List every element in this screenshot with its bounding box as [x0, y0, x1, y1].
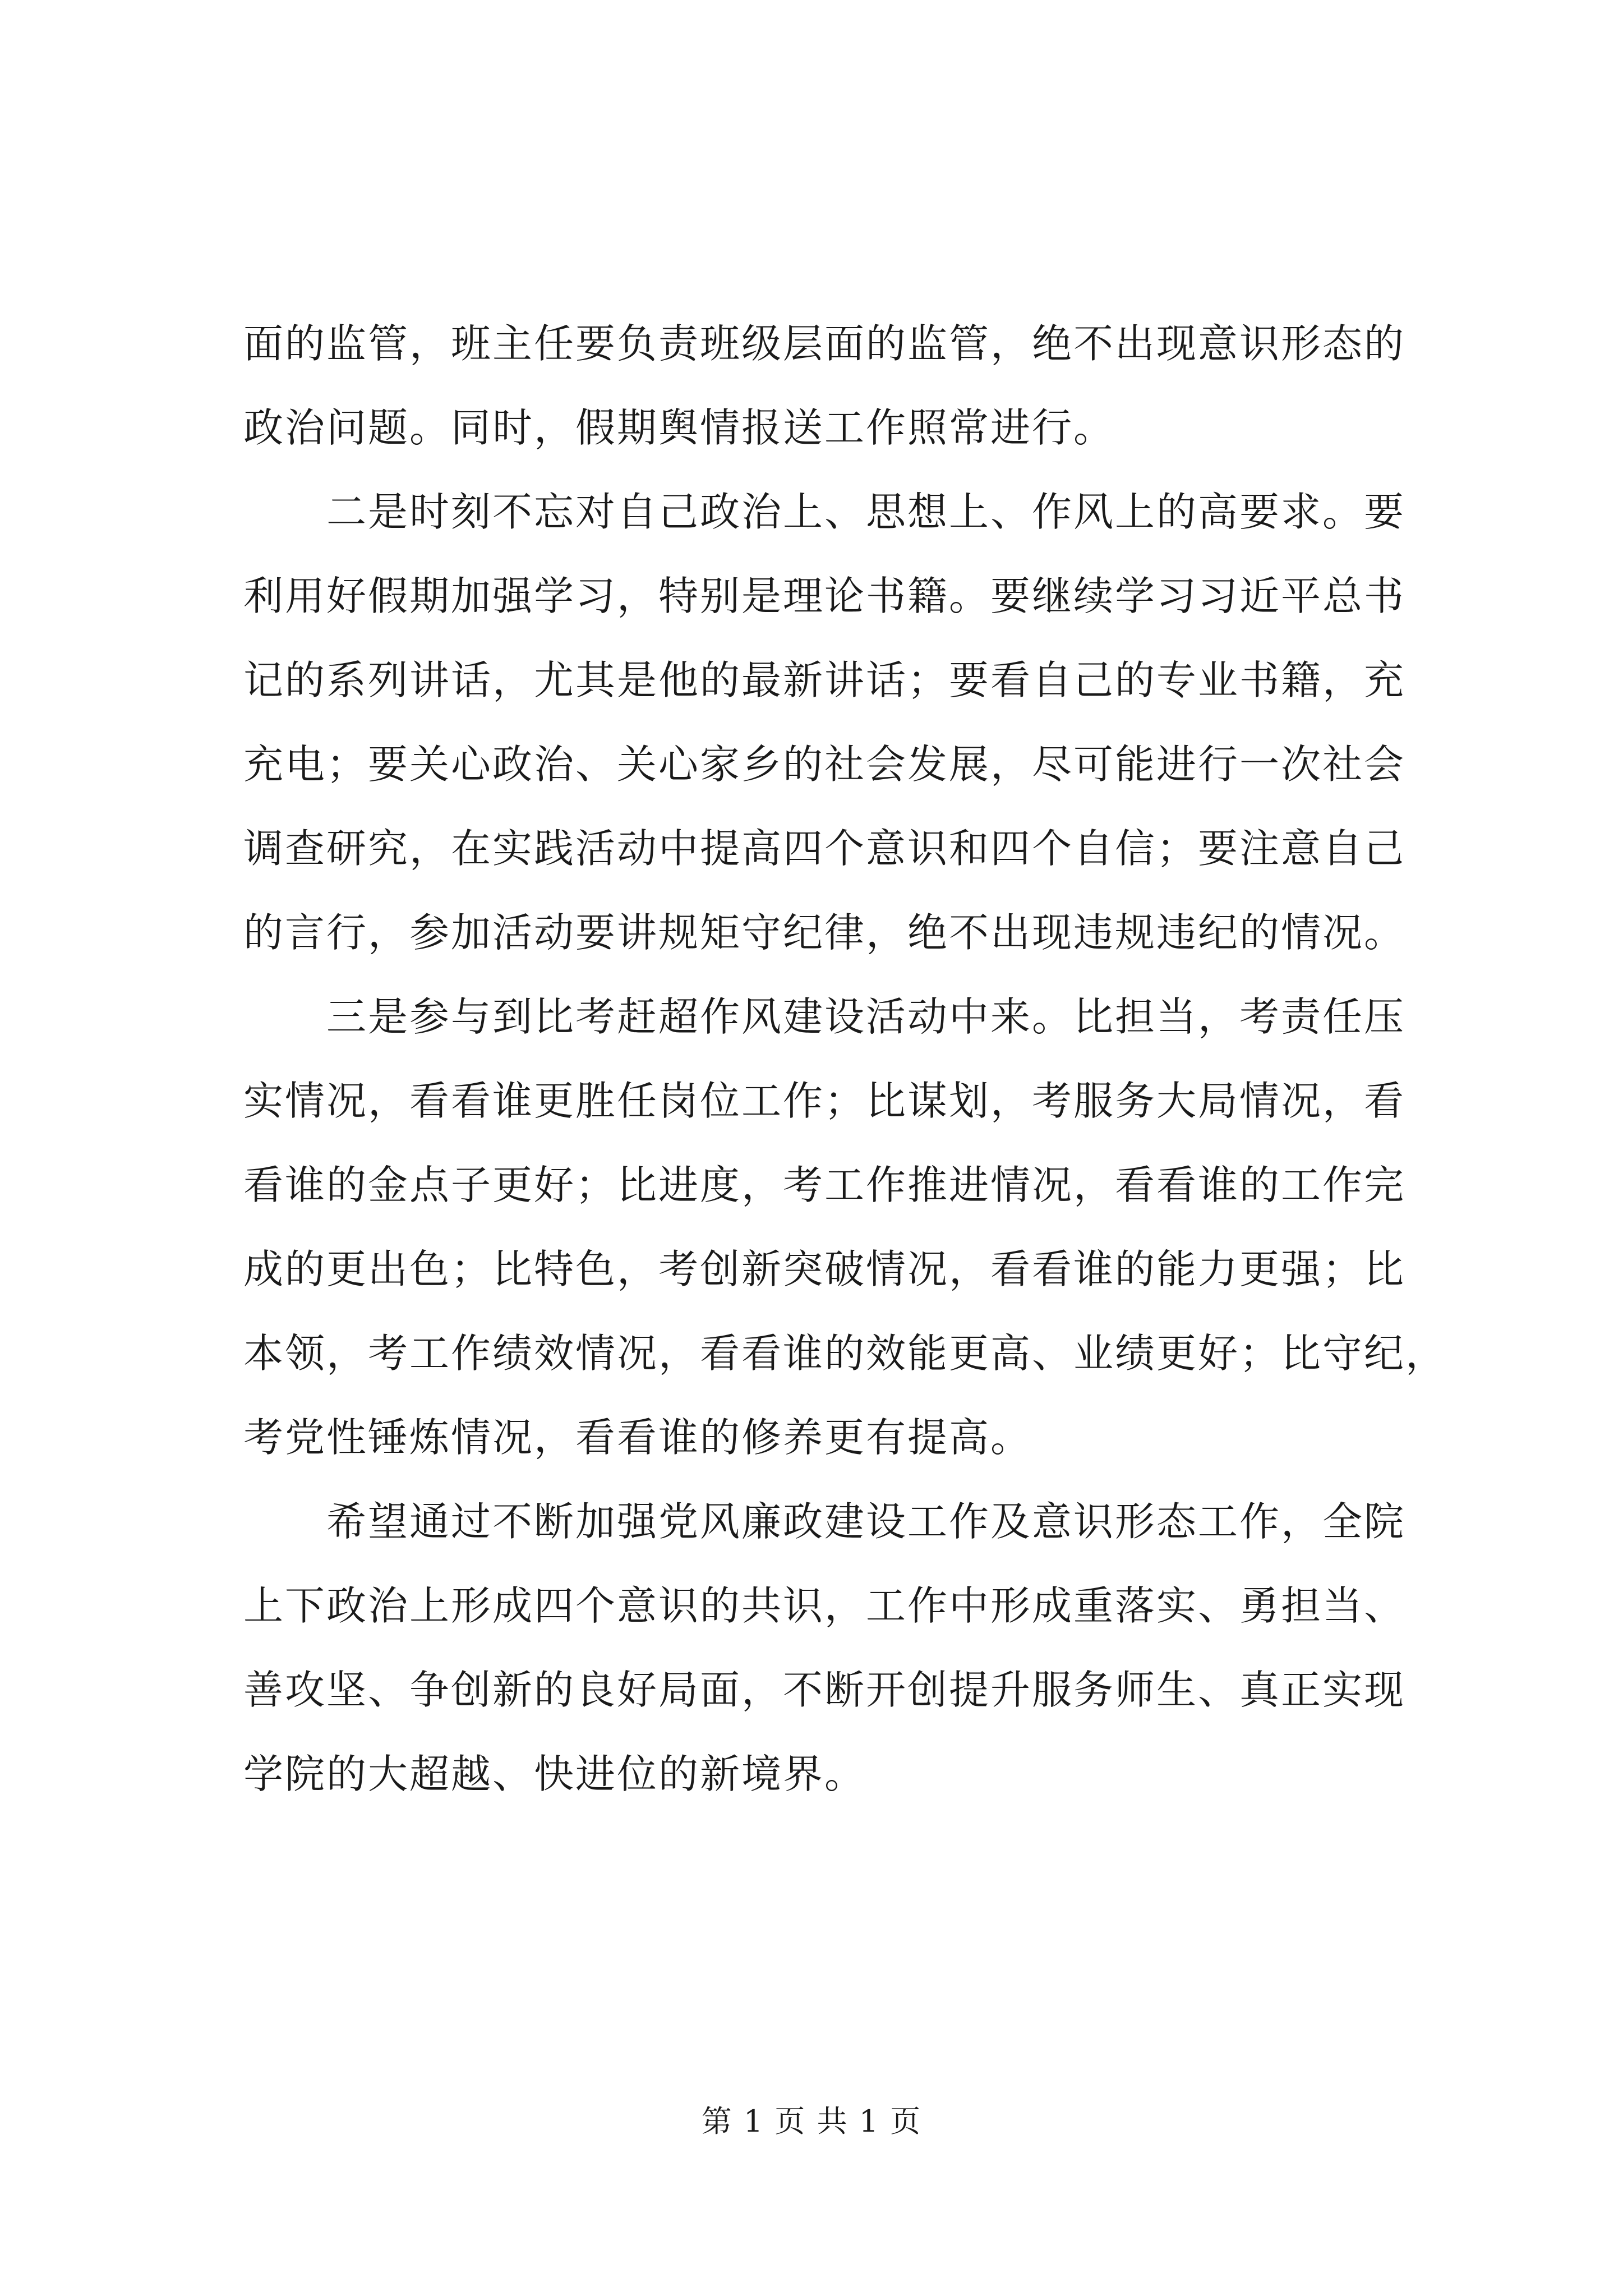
- text-line: 利用好假期加强学习，特别是理论书籍。要继续学习习近平总书: [243, 573, 1406, 619]
- text-line: 政治问题。同时，假期舆情报送工作照常进行。: [243, 404, 1115, 451]
- text-line: 考党性锤炼情况，看看谁的修养更有提高。: [243, 1414, 1032, 1461]
- text-line: 的言行，参加活动要讲规矩守纪律，绝不出现违规违纪的情况。: [243, 909, 1406, 956]
- document-body: [243, 302, 1447, 1816]
- text-line: 希望通过不断加强党风廉政建设工作及意识形态工作，全院: [243, 1498, 1406, 1545]
- text-line: 成的更出色；比特色，考创新突破情况，看看谁的能力更强；比: [243, 1246, 1406, 1292]
- text-line: 二是时刻不忘对自己政治上、思想上、作风上的高要求。要: [243, 489, 1406, 535]
- text-line: 三是参与到比考赶超作风建设活动中来。比担当，考责任压: [243, 993, 1406, 1040]
- text-line: 面的监管，班主任要负责班级层面的监管，绝不出现意识形态的: [243, 320, 1406, 367]
- text-line: 本领，考工作绩效情况，看看谁的效能更高、业绩更好；比守纪，: [243, 1330, 1447, 1377]
- text-line: 上下政治上形成四个意识的共识，工作中形成重落实、勇担当、: [243, 1582, 1406, 1629]
- text-line: 调查研究，在实践活动中提高四个意识和四个自信；要注意自己: [243, 825, 1406, 872]
- text-line: 实情况，看看谁更胜任岗位工作；比谋划，考服务大局情况，看: [243, 1078, 1406, 1124]
- text-line: 学院的大超越、快进位的新境界。: [243, 1751, 866, 1797]
- page-number-footer: 第 1 页 共 1 页: [701, 2104, 922, 2139]
- text-line: 充电；要关心政治、关心家乡的社会发展，尽可能进行一次社会: [243, 741, 1406, 788]
- text-line: 记的系列讲话，尤其是他的最新讲话；要看自己的专业书籍，充: [243, 657, 1406, 703]
- text-line: 看谁的金点子更好；比进度，考工作推进情况，看看谁的工作完: [243, 1162, 1406, 1208]
- text-line: 善攻坚、争创新的良好局面，不断开创提升服务师生、真正实现: [243, 1667, 1406, 1713]
